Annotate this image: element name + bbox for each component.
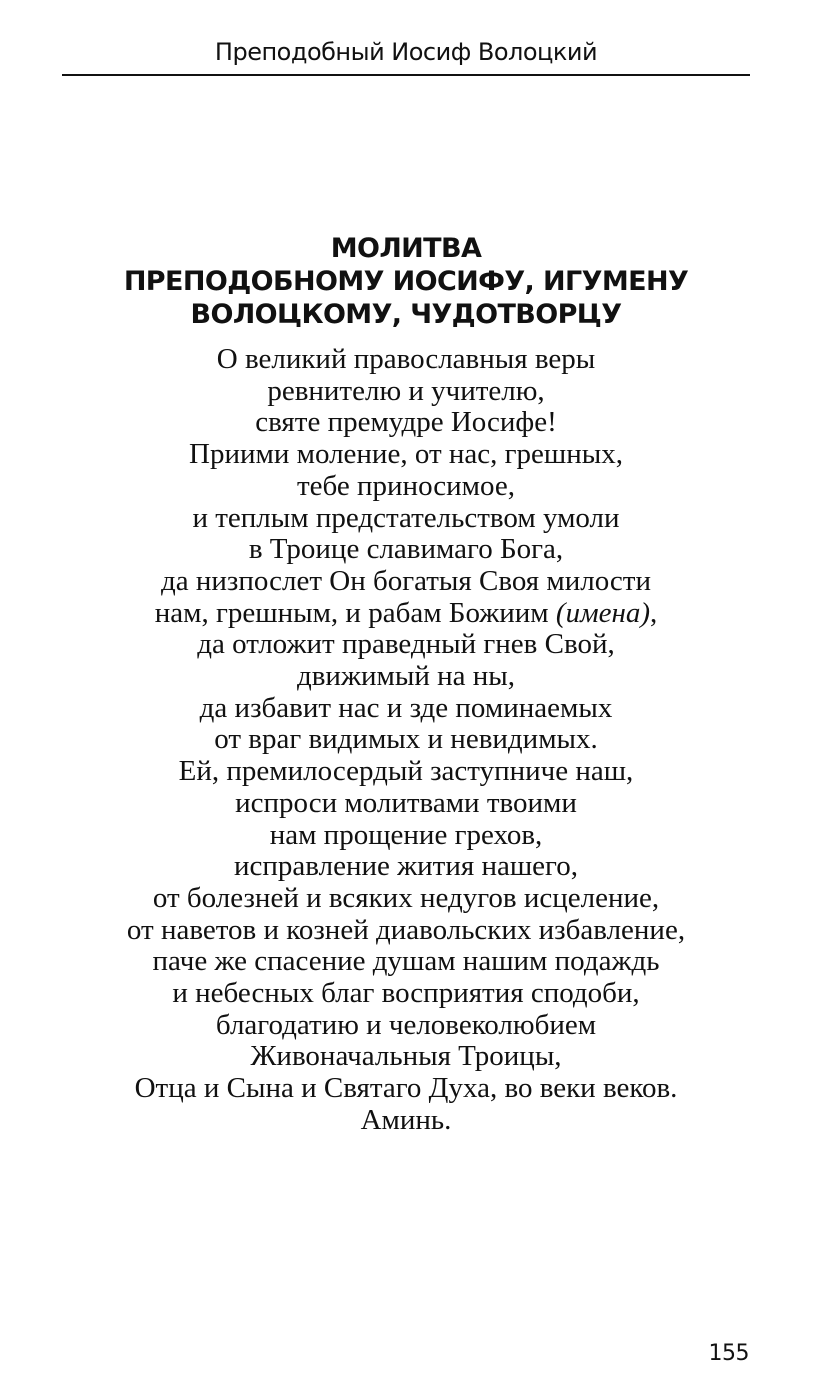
prayer-line: паче же спасение душам нашим подаждь <box>152 945 660 978</box>
prayer-line: благодатию и человеколюбием <box>215 1008 597 1041</box>
prayer-line: и теплым предстательством умоли <box>192 501 620 534</box>
prayer-line: Аминь. <box>360 1103 452 1136</box>
header-rule <box>62 74 750 76</box>
prayer-line: Приими моление, от нас, грешных, <box>189 438 623 471</box>
prayer-line-text: нам, грешным, и рабам Божиим <box>154 596 556 629</box>
prayer-title-line: ВОЛОЦКОМУ, ЧУДОТВОРЦУ <box>190 299 622 330</box>
prayer-line: ревнителю и учителю, <box>267 374 545 407</box>
prayer-title-line: ПРЕПОДОБНОМУ ИОСИФУ, ИГУМЕНУ <box>123 266 689 297</box>
prayer-line: движимый на ны, <box>296 660 516 693</box>
prayer-line: нам прощение грехов, <box>269 818 543 851</box>
names-placeholder: (имена) <box>555 596 650 629</box>
prayer-text <box>62 344 750 1137</box>
prayer-title <box>62 232 750 331</box>
prayer-line: испроси молитвами твоими <box>235 786 577 819</box>
prayer-line: да отложит праведный гнев Свой, <box>197 628 615 661</box>
prayer-line <box>62 598 750 630</box>
prayer-line: от враг видимых и невидимых. <box>214 723 598 756</box>
prayer-line: святе премудре Иосифе! <box>255 406 557 439</box>
prayer-line: исправление жития нашего, <box>234 850 578 883</box>
prayer-title-line: МОЛИТВА <box>330 233 482 264</box>
prayer-line: тебе приносимое, <box>296 469 516 502</box>
page-number: 155 <box>708 1341 749 1366</box>
prayer-line-punctuation: , <box>650 596 658 629</box>
prayer-line: да низпослет Он богатыя Своя милости <box>161 564 651 597</box>
prayer-line: Отца и Сына и Святаго Духа, во веки веков. <box>134 1072 678 1105</box>
prayer-line: да избавит нас и зде поминаемых <box>199 691 613 724</box>
prayer-line: О великий православныя веры <box>216 343 596 375</box>
prayer-line: от болезней и всяких недугов исцеление, <box>152 881 660 914</box>
prayer-line: Ей, премилосердый заступниче наш, <box>178 755 634 788</box>
prayer-line: от наветов и козней диавольских избавление, <box>126 913 686 946</box>
prayer-line: Живоначальныя Троицы, <box>250 1040 562 1073</box>
running-header-title: Преподобный Иосиф Волоцкий <box>214 38 598 66</box>
prayer-line: в Троице славимаго Бога, <box>248 533 564 566</box>
prayer-line: и небесных благ восприятия сподоби, <box>172 977 640 1010</box>
